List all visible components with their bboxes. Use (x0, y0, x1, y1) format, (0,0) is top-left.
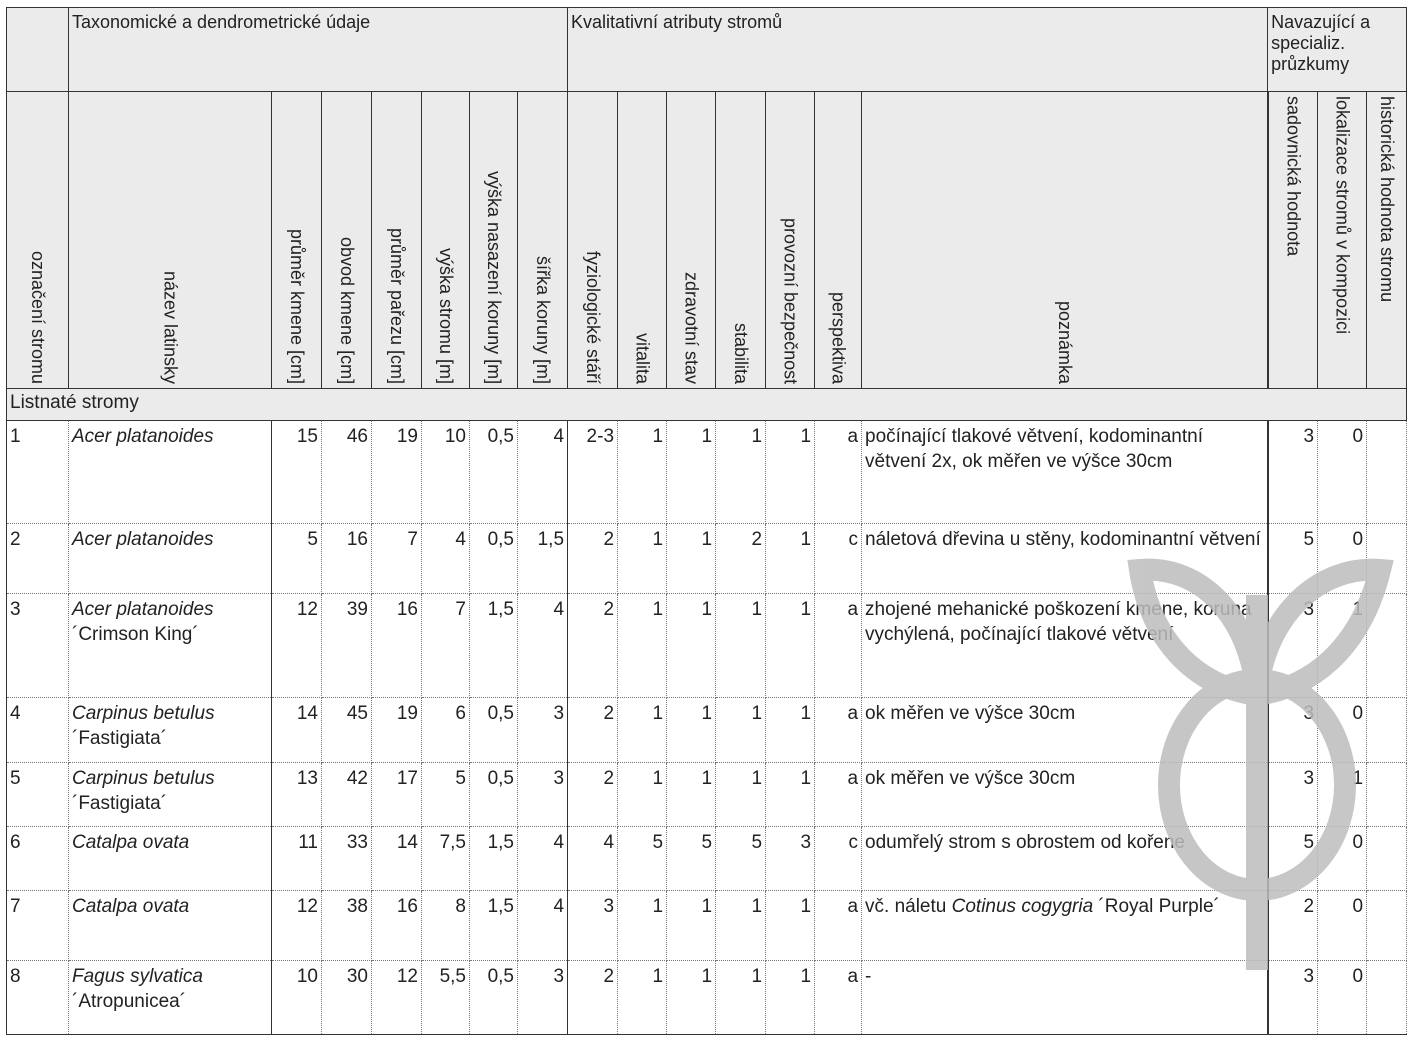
table-cell: 1 (667, 524, 716, 594)
table-cell: 2 (568, 698, 618, 763)
table-cell (1367, 763, 1407, 827)
group-quality: Kvalitativní atributy stromů (568, 8, 1268, 92)
note-cell: ok měřen ve výšce 30cm (862, 698, 1268, 763)
table-cell: 1 (766, 698, 815, 763)
table-row (7, 421, 1407, 524)
table-cell: 1 (716, 698, 766, 763)
table-row (7, 961, 1407, 1035)
column-header-label: název latinsky (160, 270, 181, 384)
cultivar-name: ´Atropunicea´ (72, 991, 187, 1012)
table-cell: a (815, 961, 862, 1035)
column-header (372, 92, 422, 389)
table-cell: 3 (1268, 421, 1318, 524)
table-cell (69, 421, 272, 524)
table-cell: 3 (518, 698, 568, 763)
table-cell: 4 (568, 827, 618, 891)
table-row (7, 827, 1407, 891)
table-cell: 3 (1268, 961, 1318, 1035)
table-cell: 3 (1268, 763, 1318, 827)
table-cell (1367, 524, 1407, 594)
table-cell (69, 698, 272, 763)
table-cell: 1 (667, 763, 716, 827)
column-header-label: poznámka (1054, 300, 1075, 384)
table-cell: 2 (7, 524, 69, 594)
column-header (518, 92, 568, 389)
table-cell: 30 (322, 961, 372, 1035)
table-cell: 2 (568, 763, 618, 827)
table-cell: 2 (568, 961, 618, 1035)
column-header-label: stabilita (731, 322, 752, 384)
table-cell: 12 (272, 594, 322, 698)
table-cell: 3 (1268, 698, 1318, 763)
table-cell: 1 (766, 891, 815, 961)
table-cell: 0 (1318, 698, 1367, 763)
table-cell: 19 (372, 421, 422, 524)
section-label: Listnaté stromy (7, 389, 1407, 421)
column-header-label: výška stromu [m] (436, 247, 456, 384)
table-cell: 42 (322, 763, 372, 827)
table-cell: 1 (618, 421, 667, 524)
table-cell: 3 (766, 827, 815, 891)
table-cell: 2-3 (568, 421, 618, 524)
table-cell: 2 (568, 524, 618, 594)
note-cell: zhojené mehanické poškození kmene, koruna vychýlená, počínající tlakové větvení (862, 594, 1268, 698)
latin-name: Acer platanoides (72, 529, 214, 550)
note-cell: odumřelý strom s obrostem od kořene (862, 827, 1268, 891)
column-header-label: zdravotní stav (681, 271, 702, 384)
table-cell: 15 (272, 421, 322, 524)
table-cell: 3 (518, 961, 568, 1035)
column-header (862, 92, 1268, 389)
table-cell: 0,5 (470, 961, 518, 1035)
table-row (7, 698, 1407, 763)
table-cell: 5 (272, 524, 322, 594)
table-cell: 0,5 (470, 421, 518, 524)
table-cell (69, 594, 272, 698)
table-cell: a (815, 698, 862, 763)
table-cell: 7,5 (422, 827, 470, 891)
table-cell: 0 (1318, 891, 1367, 961)
table-cell: 5 (667, 827, 716, 891)
column-header (716, 92, 766, 389)
table-cell: 1 (716, 961, 766, 1035)
table-cell: 4 (7, 698, 69, 763)
table-cell: 33 (322, 827, 372, 891)
cultivar-name: ´Fastigiata´ (72, 793, 168, 814)
table-cell: 39 (322, 594, 372, 698)
table-cell: 1 (766, 524, 815, 594)
column-header-label: historická hodnota stromu (1377, 96, 1398, 303)
column-header (422, 92, 470, 389)
column-header (1318, 92, 1367, 389)
table-cell: 46 (322, 421, 372, 524)
table-cell: 0,5 (470, 763, 518, 827)
table-cell: 4 (518, 827, 568, 891)
table-cell: 2 (568, 594, 618, 698)
table-cell: 4 (518, 891, 568, 961)
table-cell (69, 827, 272, 891)
table-cell: 1 (618, 524, 667, 594)
table-cell: 17 (372, 763, 422, 827)
table-cell: 10 (422, 421, 470, 524)
note-cell: ok měřen ve výšce 30cm (862, 763, 1268, 827)
table-cell: 5 (1268, 827, 1318, 891)
column-header (322, 92, 372, 389)
table-cell: c (815, 524, 862, 594)
column-header (1367, 92, 1407, 389)
table-cell: 10 (272, 961, 322, 1035)
column-header-label: sadovnická hodnota (1283, 96, 1304, 257)
table-cell: 1 (618, 594, 667, 698)
table-cell: 1 (716, 594, 766, 698)
table-cell: 0 (1318, 421, 1367, 524)
table-cell (69, 763, 272, 827)
table-cell: 1,5 (518, 524, 568, 594)
table-cell: 14 (372, 827, 422, 891)
table-row (7, 594, 1407, 698)
table-row (7, 763, 1407, 827)
table-cell: 4 (518, 421, 568, 524)
table-cell: 1 (618, 891, 667, 961)
latin-name: Catalpa ovata (72, 832, 190, 853)
table-cell: 1 (667, 421, 716, 524)
table-cell: 0 (1318, 827, 1367, 891)
table-cell: 7 (372, 524, 422, 594)
table-cell: 45 (322, 698, 372, 763)
table (6, 7, 1407, 1035)
latin-name: Acer platanoides (72, 426, 214, 447)
table-cell: 12 (272, 891, 322, 961)
note-cell: náletová dřevina u stěny, kodominantní větvení (862, 524, 1268, 594)
table-cell: 5 (7, 763, 69, 827)
table-cell: 2 (716, 524, 766, 594)
column-header (69, 92, 272, 389)
latin-name: Catalpa ovata (72, 896, 190, 917)
table-cell: 5 (618, 827, 667, 891)
table-cell (69, 891, 272, 961)
table-cell: c (815, 827, 862, 891)
latin-name: Carpinus betulus (72, 768, 215, 789)
table-cell: 1,5 (470, 891, 518, 961)
column-header-label: perspektiva (828, 291, 849, 384)
column-header-row (7, 92, 1407, 389)
column-header (470, 92, 518, 389)
table-cell: 1 (766, 763, 815, 827)
table-cell (1367, 421, 1407, 524)
latin-name: Carpinus betulus (72, 703, 215, 724)
table-cell: 19 (372, 698, 422, 763)
section-row (7, 389, 1407, 421)
table-cell: 5,5 (422, 961, 470, 1035)
cultivar-name: ´Fastigiata´ (72, 728, 168, 749)
table-cell: 1 (716, 891, 766, 961)
table-cell: 1 (7, 421, 69, 524)
column-header (568, 92, 618, 389)
table-cell: 14 (272, 698, 322, 763)
table-cell: 0 (1318, 524, 1367, 594)
column-header (1268, 92, 1318, 389)
table-cell: 1,5 (470, 594, 518, 698)
column-header (618, 92, 667, 389)
table-cell: 1 (766, 421, 815, 524)
table-cell: 1 (1318, 763, 1367, 827)
table-cell: a (815, 891, 862, 961)
table-cell: 2 (1268, 891, 1318, 961)
table-cell: 5 (422, 763, 470, 827)
column-header (667, 92, 716, 389)
table-cell: 1 (716, 421, 766, 524)
group-taxonomic: Taxonomické a dendrometrické údaje (69, 8, 568, 92)
table-cell: 4 (518, 594, 568, 698)
table-cell: 13 (272, 763, 322, 827)
table-cell: 5 (716, 827, 766, 891)
column-header-label: šířka koruny [m] (533, 255, 553, 384)
table-cell: 3 (568, 891, 618, 961)
column-header (7, 92, 69, 389)
table-cell: a (815, 763, 862, 827)
table-cell: 11 (272, 827, 322, 891)
table-cell: 0,5 (470, 524, 518, 594)
note-cell: - (862, 961, 1268, 1035)
table-cell: 1,5 (470, 827, 518, 891)
table-cell: 1 (618, 698, 667, 763)
note-cell: vč. náletu Cotinus cogygria ´Royal Purple´ (862, 891, 1268, 961)
column-header-label: vitalita (632, 332, 653, 384)
column-header (815, 92, 862, 389)
table-cell: 1 (618, 961, 667, 1035)
table-cell: 38 (322, 891, 372, 961)
table-cell: 1 (716, 763, 766, 827)
table-cell: 3 (1268, 594, 1318, 698)
tree-inventory-table (6, 7, 1406, 1035)
table-cell: 8 (7, 961, 69, 1035)
group-header-row (7, 8, 1407, 92)
table-cell: 6 (422, 698, 470, 763)
group-empty (7, 8, 69, 92)
group-followup: Navazující a specializ. průzkumy (1268, 8, 1407, 92)
table-cell: 16 (372, 891, 422, 961)
table-cell: 3 (518, 763, 568, 827)
table-row (7, 891, 1407, 961)
latin-name: Fagus sylvatica (72, 966, 203, 987)
column-header-label: průměr pařezu [cm] (387, 227, 407, 384)
table-cell: 1 (766, 961, 815, 1035)
table-cell (69, 961, 272, 1035)
table-cell: 12 (372, 961, 422, 1035)
table-row (7, 524, 1407, 594)
cultivar-name: ´Crimson King´ (72, 624, 199, 645)
table-cell: 6 (7, 827, 69, 891)
column-header-label: provozní bezpečnost (780, 217, 801, 384)
table-cell: 1 (618, 763, 667, 827)
table-cell (1367, 961, 1407, 1035)
table-cell: 7 (7, 891, 69, 961)
table-cell: 16 (372, 594, 422, 698)
column-header (766, 92, 815, 389)
column-header-label: lokalizace stromů v kompozici (1332, 96, 1353, 335)
table-cell: 1 (667, 891, 716, 961)
table-cell: 0 (1318, 961, 1367, 1035)
latin-name: Acer platanoides (72, 599, 214, 620)
table-cell (1367, 594, 1407, 698)
column-header-label: fyziologické stáří (583, 250, 604, 384)
column-header-label: výška nasazení koruny [m] (484, 170, 504, 384)
table-cell: 1 (667, 594, 716, 698)
column-header-label: označení stromu (28, 250, 48, 384)
table-cell: 0,5 (470, 698, 518, 763)
table-cell (1367, 827, 1407, 891)
column-header (272, 92, 322, 389)
column-header-label: obvod kmene [cm] (337, 236, 357, 384)
column-header-label: průměr kmene [cm] (287, 228, 307, 384)
table-cell: a (815, 594, 862, 698)
table-cell: 1 (1318, 594, 1367, 698)
table-cell (1367, 891, 1407, 961)
table-cell: 1 (667, 961, 716, 1035)
table-cell (1367, 698, 1407, 763)
table-cell: 7 (422, 594, 470, 698)
table-cell: 4 (422, 524, 470, 594)
table-cell: 1 (766, 594, 815, 698)
table-cell: 8 (422, 891, 470, 961)
table-cell: a (815, 421, 862, 524)
table-cell (69, 524, 272, 594)
table-cell: 16 (322, 524, 372, 594)
note-cell: počínající tlakové větvení, kodominantní větvení 2x, ok měřen ve výšce 30cm (862, 421, 1268, 524)
table-cell: 1 (667, 698, 716, 763)
table-cell: 5 (1268, 524, 1318, 594)
table-body (7, 421, 1407, 1035)
table-cell: 3 (7, 594, 69, 698)
